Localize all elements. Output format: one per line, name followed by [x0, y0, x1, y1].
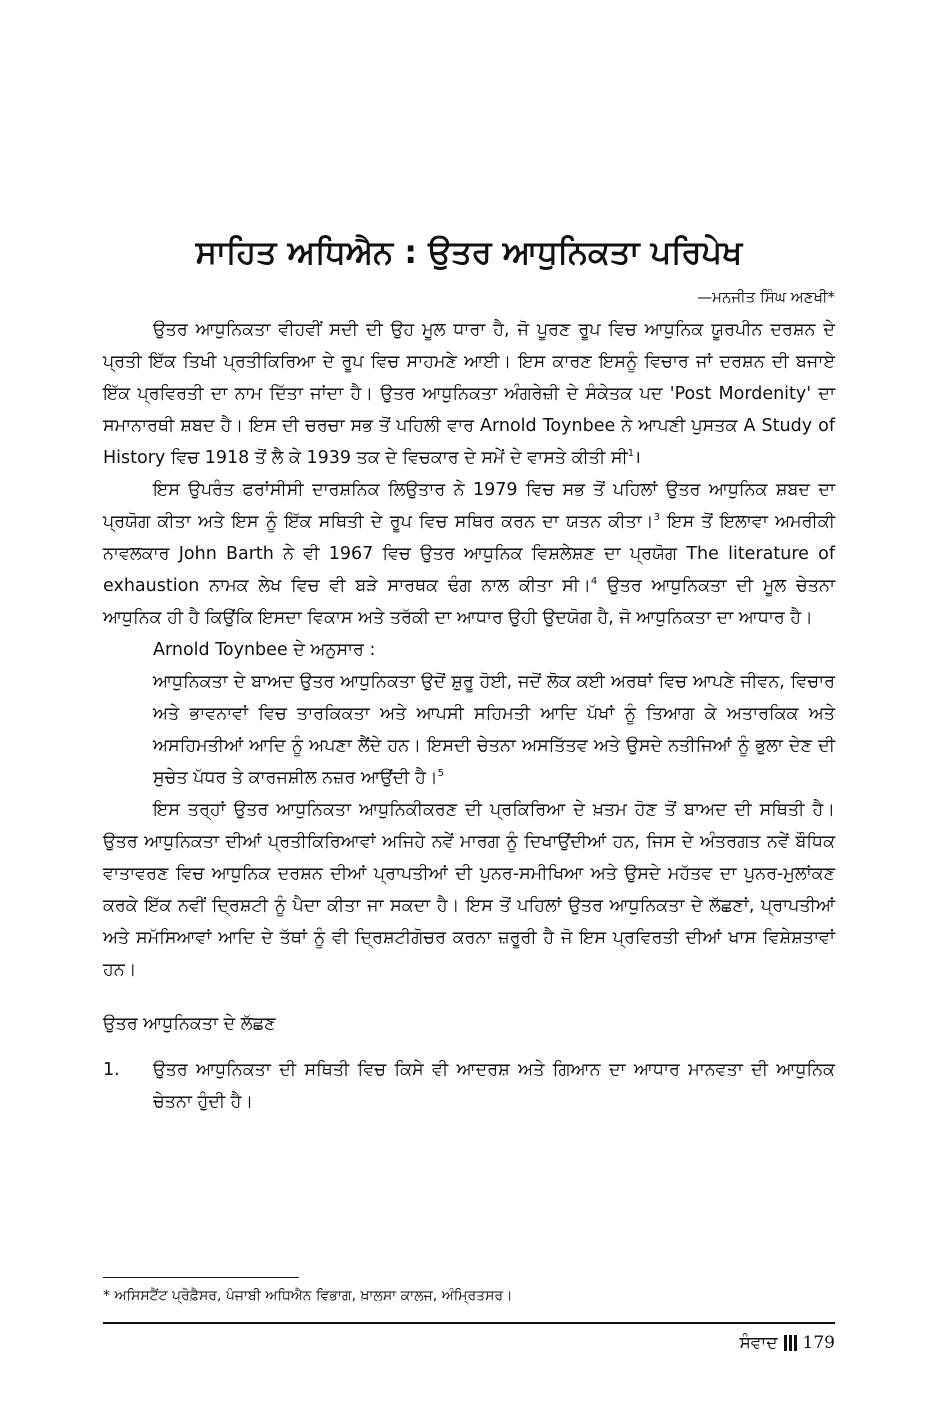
page-footer — [739, 1328, 835, 1358]
footnote-ref: 4 — [590, 576, 598, 588]
footer-divider — [103, 1322, 835, 1324]
footnote: * ਅਸਿਸਟੈਂਟ ਪ੍ਰੋਫ਼ੈਸਰ, ਪੰਜਾਬੀ ਅਧਿਐਨ ਵਿਭਾਗ, ਖ਼ਾਲਸਾ ਕਾਲਜ, ਅੰਮ੍ਰਿਤਸਰ। — [103, 1288, 513, 1304]
journal-name: ਸੰਵਾਦ — [739, 1333, 778, 1353]
article-title: ਸਾਹਿਤ ਅਧਿਐਨ : ਉਤਰ ਆਧੁਨਿਕਤਾ ਪਰਿਪੇਖ — [195, 233, 743, 271]
paragraph-intro: ਉਤਰ ਆਧੁਨਿਕਤਾ ਵੀਹਵੀਂ ਸਦੀ ਦੀ ਉਹ ਮੂਲ ਧਾਰਾ ਹੈ, ਜੋ ਪੂਰਣ ਰੂਪ ਵਿਚ ਆਧੁਨਿਕ ਯੂਰਪੀਨ ਦਰਸ਼ਨ ਦੇ ਪ੍ਰਤੀ ਇੱਕ ਤਿਖੀ ਪ੍ਰਤੀਕਿਰਿਆ ਦੇ ਰੂਪ ਵਿਚ ਸਾਹਮਣੇ ਆਈ। ਇਸ ਕਾਰਣ ਇਸਨੂੰ ਵਿਚਾਰ ਜਾਂ ਦਰਸ਼ਨ ਦੀ ਬਜਾਏ ਇੱਕ ਪ੍ਰਵਿਰਤੀ ਦਾ ਨਾਮ ਦਿੱਤਾ ਜਾਂਦਾ ਹੈ। ਉਤਰ ਆਧੁਨਿਕਤਾ ਅੰਗਰੇਜ਼ੀ ਦੇ ਸੰਕੇਤਕ ਪਦ 'Post Mordenity' ਦਾ ਸਮਾਨਾਰਥੀ ਸ਼ਬਦ ਹੈ। ਇਸ ਦੀ ਚਰਚਾ ਸਭ ਤੋਂ ਪਹਿਲੀ ਵਾਰ Arnold Toynbee ਨੇ ਆਪਣੀ ਪੁਸਤਕ A Study of History ਵਿਚ 1918 ਤੋਂ ਲੈ ਕੇ 1939 ਤਕ ਦੇ ਵਿਚਕਾਰ ਦੇ ਸਮੇਂ ਦੇ ਵਾਸਤੇ ਕੀਤੀ ਸੀ$^1$। — [103, 320, 835, 468]
section-heading: ਉਤਰ ਆਧੁਨਿਕਤਾ ਦੇ ਲੱਛਣ — [103, 1014, 276, 1034]
list-item — [103, 1054, 835, 1118]
list-item-number: 1. — [103, 1060, 120, 1080]
characteristics-list — [103, 1054, 835, 1118]
footnote-divider — [103, 1277, 299, 1278]
footnote-ref: 5 — [437, 768, 445, 780]
list-item-text: ਉਤਰ ਆਧੁਨਿਕਤਾ ਦੀ ਸਥਿਤੀ ਵਿਚ ਕਿਸੇ ਵੀ ਆਦਰਸ਼ ਅਤੇ ਗਿਆਨ ਦਾ ਆਧਾਰ ਮਾਨਵਤਾ ਦੀ ਆਧੁਨਿਕ ਚੇਤਨਾ ਹੁੰਦੀ ਹੈ। — [153, 1060, 835, 1112]
paragraph-conclusion: ਇਸ ਤਰ੍ਹਾਂ ਉਤਰ ਆਧੁਨਿਕਤਾ ਆਧੁਨਿਕੀਕਰਣ ਦੀ ਪ੍ਰਕਿਰਿਆ ਦੇ ਖ਼ਤਮ ਹੋਣ ਤੋਂ ਬਾਅਦ ਦੀ ਸਥਿਤੀ ਹੈ। ਉਤਰ ਆਧੁਨਿਕਤਾ ਦੀਆਂ ਪ੍ਰਤੀਕਿਰਿਆਵਾਂ ਅਜਿਹੇ ਨਵੇਂ ਮਾਰਗ ਨੂੰ ਦਿਖਾਉਂਦੀਆਂ ਹਨ, ਜਿਸ ਦੇ ਅੰਤਰਗਤ ਨਵੇਂ ਬੌਧਿਕ ਵਾਤਾਵਰਣ ਵਿਚ ਆਧੁਨਿਕ ਦਰਸ਼ਨ ਦੀਆਂ ਪ੍ਰਾਪਤੀਆਂ ਦੀ ਪੁਨਰ-ਸਮੀਖਿਆ ਅਤੇ ਉਸਦੇ ਮਹੱਤਵ ਦਾ ਪੁਨਰ-ਮੁਲਾਂਕਣ ਕਰਕੇ ਇੱਕ ਨਵੀਂ ਦ੍ਰਿਸ਼ਟੀ ਨੂੰ ਪੈਦਾ ਕੀਤਾ ਜਾ ਸਕਦਾ ਹੈ। ਇਸ ਤੋਂ ਪਹਿਲਾਂ ਉਤਰ ਆਧੁਨਿਕਤਾ ਦੇ ਲੱਛਣਾਂ, ਪ੍ਰਾਪਤੀਆਂ ਅਤੇ ਸਮੱਸਿਆਵਾਂ ਆਦਿ ਦੇ ਤੱਥਾਂ ਨੂੰ ਵੀ ਦ੍ਰਿਸ਼ਟੀਗੋਚਰ ਕਰਨਾ ਜ਼ਰੂਰੀ ਹੈ ਜੋ ਇਸ ਪ੍ਰਵਿਰਤੀ ਦੀਆਂ ਖਾਸ ਵਿਸ਼ੇਸ਼ਤਾਵਾਂ ਹਨ। — [103, 800, 835, 980]
footnote-ref: 1 — [627, 448, 635, 460]
separator-bars-icon — [784, 1334, 797, 1352]
quote-intro: Arnold Toynbee ਦੇ ਅਨੁਸਾਰ : — [153, 640, 376, 660]
footnote-ref: 3 — [653, 512, 660, 524]
paragraph-history: ਇਸ ਉਪਰੰਤ ਫਰਾਂਸੀਸੀ ਦਾਰਸ਼ਨਿਕ ਲਿਉਤਾਰ ਨੇ 1979 ਵਿਚ ਸਭ ਤੋਂ ਪਹਿਲਾਂ ਉਤਰ ਆਧੁਨਿਕ ਸ਼ਬਦ ਦਾ ਪ੍ਰਯੋਗ ਕੀਤਾ ਅਤੇ ਇਸ ਨੂੰ ਇੱਕ ਸਥਿਤੀ ਦੇ ਰੂਪ ਵਿਚ ਸਥਿਰ ਕਰਨ ਦਾ ਯਤਨ ਕੀਤਾ।$^3$ ਇਸ ਤੋਂ ਇਲਾਵਾ ਅਮਰੀਕੀ ਨਾਵਲਕਾਰ John Barth ਨੇ ਵੀ 1967 ਵਿਚ ਉਤਰ ਆਧੁਨਿਕ ਵਿਸ਼ਲੇਸ਼ਣ ਦਾ ਪ੍ਰਯੋਗ The literature of exhaustion ਨਾਮਕ ਲੇਖ ਵਿਚ ਵੀ ਬੜੇ ਸਾਰਥਕ ਢੰਗ ਨਾਲ ਕੀਤਾ ਸੀ।$^4$ ਉਤਰ ਆਧੁਨਿਕਤਾ ਦੀ ਮੂਲ ਚੇਤਨਾ ਆਧੁਨਿਕ ਹੀ ਹੈ ਕਿਉਂਕਿ ਇਸਦਾ ਵਿਕਾਸ ਅਤੇ ਤਰੱਕੀ ਦਾ ਆਧਾਰ ਉਹੀ ਉਦਯੋਗ ਹੈ, ਜੋ ਆਧੁਨਿਕਤਾ ਦਾ ਆਧਾਰ ਹੈ। — [103, 480, 835, 628]
page-number: 179 — [802, 1333, 835, 1353]
block-quote: ਆਧੁਨਿਕਤਾ ਦੇ ਬਾਅਦ ਉਤਰ ਆਧੁਨਿਕਤਾ ਉਦੋਂ ਸ਼ੁਰੂ ਹੋਈ, ਜਦੋਂ ਲੋਕ ਕਈ ਅਰਥਾਂ ਵਿਚ ਆਪਣੇ ਜੀਵਨ, ਵਿਚਾਰ ਅਤੇ ਭਾਵਨਾਵਾਂ ਵਿਚ ਤਾਰਕਿਕਤਾ ਅਤੇ ਆਪਸੀ ਸਹਿਮਤੀ ਆਦਿ ਪੱਖਾਂ ਨੂੰ ਤਿਆਗ ਕੇ ਅਤਾਰਕਿਕ ਅਤੇ ਅਸਹਿਮਤੀਆਂ ਆਦਿ ਨੂੰ ਅਪਣਾ ਲੈਂਦੇ ਹਨ। ਇਸਦੀ ਚੇਤਨਾ ਅਸਤਿੱਤਵ ਅਤੇ ਉਸਦੇ ਨਤੀਜਿਆਂ ਨੂੰ ਭੁਲਾ ਦੇਣ ਦੀ ਸੁਚੇਤ ਪੱਧਰ ਤੇ ਕਾਰਜਸ਼ੀਲ ਨਜ਼ਰ ਆਉਂਦੀ ਹੈ।$^5$ — [153, 672, 835, 788]
article-body — [103, 314, 835, 1118]
author-byline: —ਮਨਜੀਤ ਸਿੰਘ ਅਣਖੀ* — [697, 288, 835, 306]
